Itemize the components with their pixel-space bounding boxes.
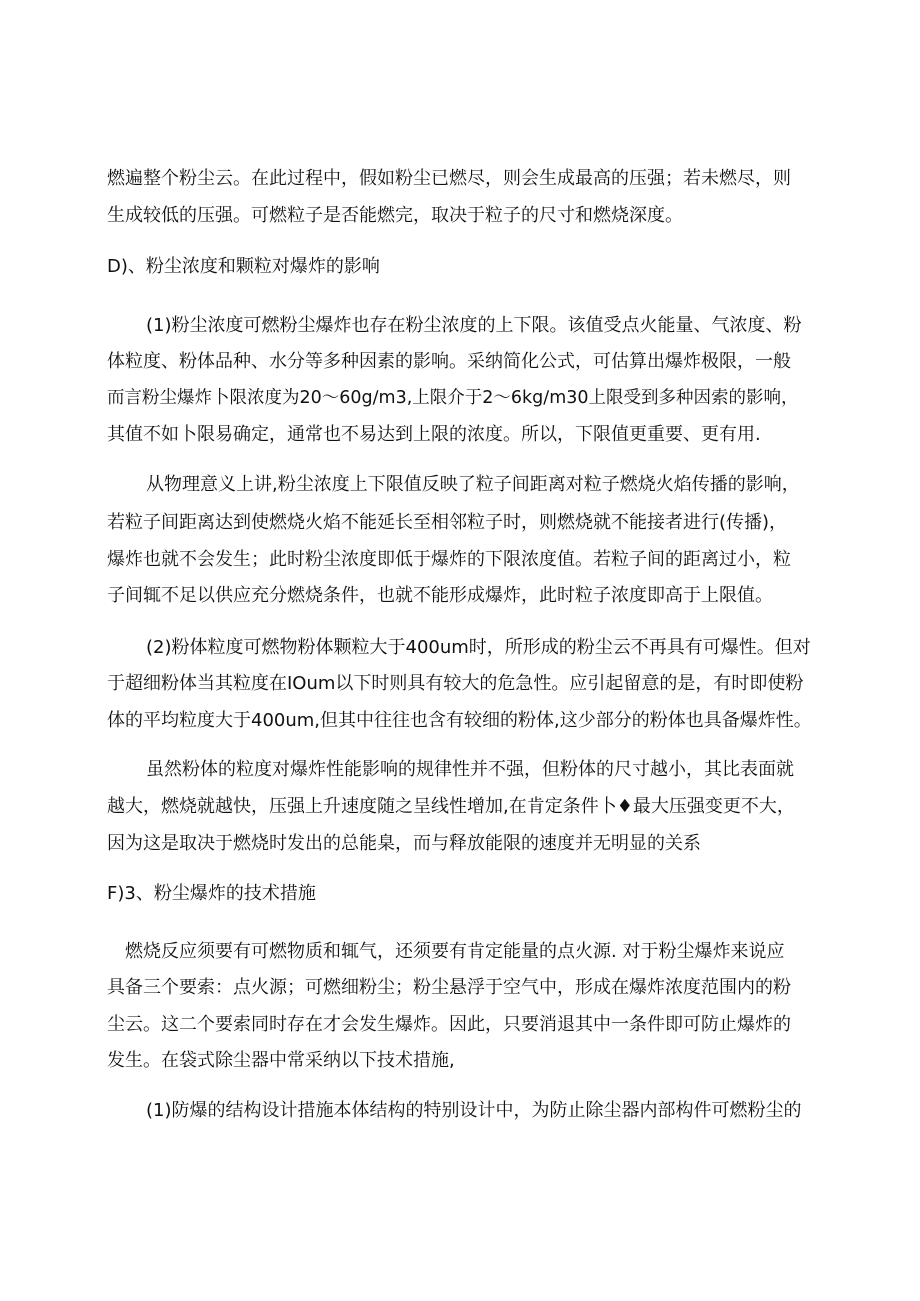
text-line: 因为这是取决于燃烧时发出的总能臬，而与释放能限的速度并无明显的关系: [107, 833, 701, 854]
text-line: 具备三个要索：点火源；可燃细粉尘；粉尘悬浮于空气中，形成在爆炸浓度范围内的粉: [107, 977, 791, 998]
text-line: (1)防爆的结构设计措施本体结构的特别设计中，为防止除尘器内部构件可燃粉尘的: [146, 1100, 802, 1121]
text-line: 若粒子间距离达到使燃烧火焰不能延长至相邻粒子时，则燃烧就不能接者进行(传播)，: [107, 512, 788, 533]
text-line: 发生。在袋式除尘器中常采纳以下技术措施,: [107, 1050, 455, 1071]
text-line: 燃烧反应须要有可燃物质和辄气，还须要有肯定能量的点火源. 对于粉尘爆炸来说应: [125, 941, 785, 962]
section-heading: F)3、粉尘爆炸的技术措施: [107, 883, 316, 904]
text-line: (2)粉体粒度可燃物粉体颗粒大于400um时，所形成的粉尘云不再具有可爆性。但对: [146, 637, 811, 658]
text-line: 子间辄不足以供应充分燃烧条件，也就不能形成爆炸，此时粒子浓度即高于上限值。: [107, 585, 773, 606]
text-line: 尘云。这二个要索同时存在才会发生爆炸。因此，只要消退其中一条件即可防止爆炸的: [107, 1014, 791, 1035]
text-line: 虽然粉体的粒度对爆炸性能影响的规律性并不强，但粉体的尺寸越小，其比表面就: [146, 759, 794, 780]
text-line: 于超细粉体当其粒度在IOum以下时则具有较大的危急性。应引起留意的是，有时即使粉: [107, 673, 804, 694]
text-line: 体的平均粒度大于400um,但其中往往也含有较细的粉体,这少部分的粉体也具备爆炸性。: [107, 710, 812, 731]
text-line: 生成较低的压强。可燃粒子是否能燃完，取决于粒子的尺寸和燃烧深度。: [107, 205, 683, 226]
text-line: 燃遍整个粉尘云。在此过程中，假如粉尘已燃尽，则会生成最高的压强；若未燃尽，则: [107, 168, 791, 189]
text-line: 越大，燃烧就越快，压强上升速度随之呈线性增加,在肯定条件卜♦最大压强变更不大，: [107, 796, 795, 817]
section-heading: D)、粉尘浓度和颗粒对爆炸的影响: [107, 256, 380, 277]
text-line: 而言粉尘爆炸卜限浓度为20～60g∕m3,上限介于2～6kg∕m30上限受到多种因索的影响，: [107, 388, 799, 408]
text-line: 从物理意义上讲,粉尘浓度上下限值反映了粒子间距离对粒子燃烧火焰传播的影响，: [146, 474, 800, 495]
text-line: 其值不如卜限易确定，通常也不易达到上限的浓度。所以，下限值更重要、更有用.: [107, 424, 761, 445]
text-line: 体粒度、粉体品种、水分等多种因素的影响。采纳简化公式，可估算出爆炸极限，一般: [107, 351, 791, 372]
text-line: (1)粉尘浓度可燃粉尘爆炸也存在粉尘浓度的上下限。该值受点火能量、气浓度、粉: [146, 315, 802, 336]
text-line: 爆炸也就不会发生；此时粉尘浓度即低于爆炸的下限浓度值。若粒子间的距离过小，粒: [107, 549, 791, 570]
